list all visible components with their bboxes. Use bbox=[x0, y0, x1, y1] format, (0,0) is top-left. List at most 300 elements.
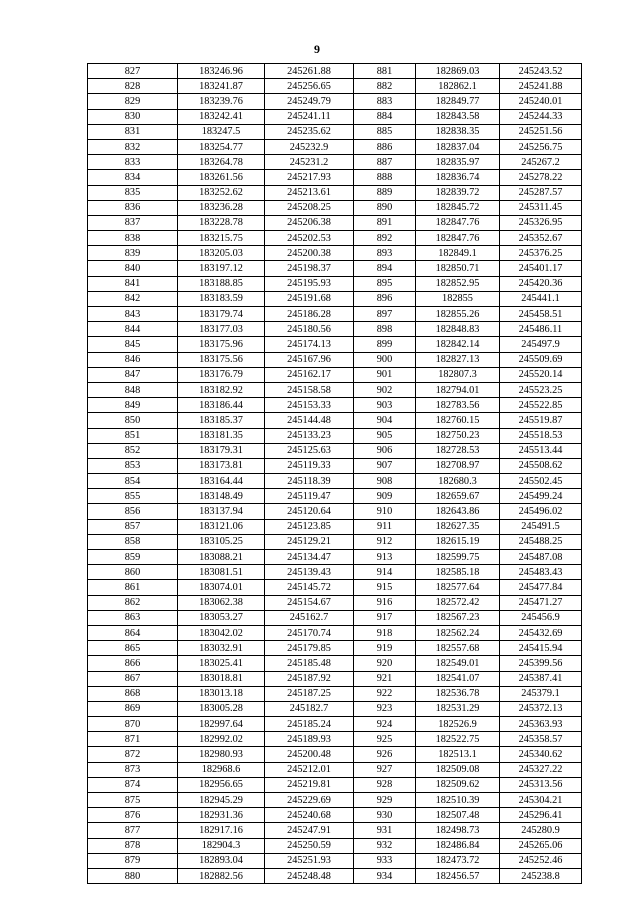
left-x-coordinate-cell: 182904.3 bbox=[178, 838, 265, 853]
right-x-coordinate-cell: 182855 bbox=[416, 291, 500, 306]
left-y-coordinate-cell: 245235.62 bbox=[265, 124, 354, 139]
right-x-coordinate-cell: 182850.71 bbox=[416, 261, 500, 276]
left-x-coordinate-cell: 183197.12 bbox=[178, 261, 265, 276]
right-y-coordinate-cell: 245241.88 bbox=[500, 79, 582, 94]
right-x-coordinate-cell: 182513.1 bbox=[416, 747, 500, 762]
left-x-coordinate-cell: 182882.56 bbox=[178, 868, 265, 883]
right-x-coordinate-cell: 182627.35 bbox=[416, 519, 500, 534]
right-x-coordinate-cell: 182839.72 bbox=[416, 185, 500, 200]
table-row bbox=[88, 671, 582, 686]
left-point-number-cell: 869 bbox=[88, 701, 178, 716]
right-x-coordinate-cell: 182473.72 bbox=[416, 853, 500, 868]
right-y-coordinate-cell: 245432.69 bbox=[500, 625, 582, 640]
right-point-number-cell: 922 bbox=[354, 686, 416, 701]
left-point-number-cell: 858 bbox=[88, 534, 178, 549]
left-point-number-cell: 847 bbox=[88, 367, 178, 382]
right-x-coordinate-cell: 182680.3 bbox=[416, 474, 500, 489]
right-x-coordinate-cell: 182509.62 bbox=[416, 777, 500, 792]
right-y-coordinate-cell: 245376.25 bbox=[500, 246, 582, 261]
left-x-coordinate-cell: 183081.51 bbox=[178, 565, 265, 580]
right-point-number-cell: 896 bbox=[354, 291, 416, 306]
left-point-number-cell: 871 bbox=[88, 732, 178, 747]
left-y-coordinate-cell: 245232.9 bbox=[265, 139, 354, 154]
right-x-coordinate-cell: 182849.77 bbox=[416, 94, 500, 109]
right-y-coordinate-cell: 245523.25 bbox=[500, 382, 582, 397]
right-point-number-cell: 931 bbox=[354, 823, 416, 838]
right-y-coordinate-cell: 245458.51 bbox=[500, 307, 582, 322]
right-point-number-cell: 905 bbox=[354, 428, 416, 443]
left-point-number-cell: 848 bbox=[88, 382, 178, 397]
page-number: 9 bbox=[314, 42, 320, 56]
left-x-coordinate-cell: 182997.64 bbox=[178, 717, 265, 732]
right-y-coordinate-cell: 245265.06 bbox=[500, 838, 582, 853]
right-point-number-cell: 883 bbox=[354, 94, 416, 109]
left-point-number-cell: 827 bbox=[88, 64, 178, 79]
left-point-number-cell: 867 bbox=[88, 671, 178, 686]
left-x-coordinate-cell: 183137.94 bbox=[178, 504, 265, 519]
table-row bbox=[88, 777, 582, 792]
left-point-number-cell: 868 bbox=[88, 686, 178, 701]
table-row bbox=[88, 352, 582, 367]
left-point-number-cell: 852 bbox=[88, 443, 178, 458]
left-x-coordinate-cell: 183242.41 bbox=[178, 109, 265, 124]
table-row bbox=[88, 610, 582, 625]
left-point-number-cell: 879 bbox=[88, 853, 178, 868]
table-row bbox=[88, 732, 582, 747]
right-point-number-cell: 927 bbox=[354, 762, 416, 777]
left-y-coordinate-cell: 245179.85 bbox=[265, 641, 354, 656]
left-x-coordinate-cell: 182945.29 bbox=[178, 793, 265, 808]
right-x-coordinate-cell: 182783.56 bbox=[416, 398, 500, 413]
right-y-coordinate-cell: 245401.17 bbox=[500, 261, 582, 276]
right-x-coordinate-cell: 182847.76 bbox=[416, 231, 500, 246]
right-point-number-cell: 893 bbox=[354, 246, 416, 261]
right-y-coordinate-cell: 245477.84 bbox=[500, 580, 582, 595]
table-row bbox=[88, 823, 582, 838]
left-point-number-cell: 872 bbox=[88, 747, 178, 762]
right-point-number-cell: 921 bbox=[354, 671, 416, 686]
left-y-coordinate-cell: 245129.21 bbox=[265, 534, 354, 549]
right-x-coordinate-cell: 182862.1 bbox=[416, 79, 500, 94]
table-row bbox=[88, 458, 582, 473]
left-y-coordinate-cell: 245249.79 bbox=[265, 94, 354, 109]
table-row bbox=[88, 534, 582, 549]
left-point-number-cell: 854 bbox=[88, 474, 178, 489]
left-x-coordinate-cell: 183239.76 bbox=[178, 94, 265, 109]
right-y-coordinate-cell: 245522.85 bbox=[500, 398, 582, 413]
left-point-number-cell: 870 bbox=[88, 717, 178, 732]
right-y-coordinate-cell: 245483.43 bbox=[500, 565, 582, 580]
left-y-coordinate-cell: 245133.23 bbox=[265, 428, 354, 443]
left-y-coordinate-cell: 245251.93 bbox=[265, 853, 354, 868]
left-point-number-cell: 861 bbox=[88, 580, 178, 595]
right-point-number-cell: 900 bbox=[354, 352, 416, 367]
right-point-number-cell: 889 bbox=[354, 185, 416, 200]
left-y-coordinate-cell: 245186.28 bbox=[265, 307, 354, 322]
left-point-number-cell: 860 bbox=[88, 565, 178, 580]
right-x-coordinate-cell: 182728.53 bbox=[416, 443, 500, 458]
right-x-coordinate-cell: 182708.97 bbox=[416, 458, 500, 473]
left-point-number-cell: 856 bbox=[88, 504, 178, 519]
table-row bbox=[88, 595, 582, 610]
table-row bbox=[88, 686, 582, 701]
left-y-coordinate-cell: 245248.48 bbox=[265, 868, 354, 883]
left-y-coordinate-cell: 245187.25 bbox=[265, 686, 354, 701]
left-y-coordinate-cell: 245200.38 bbox=[265, 246, 354, 261]
left-y-coordinate-cell: 245256.65 bbox=[265, 79, 354, 94]
left-point-number-cell: 876 bbox=[88, 808, 178, 823]
right-point-number-cell: 924 bbox=[354, 717, 416, 732]
left-y-coordinate-cell: 245185.48 bbox=[265, 656, 354, 671]
table-row bbox=[88, 337, 582, 352]
left-point-number-cell: 875 bbox=[88, 793, 178, 808]
table-row bbox=[88, 170, 582, 185]
right-y-coordinate-cell: 245487.08 bbox=[500, 550, 582, 565]
left-y-coordinate-cell: 245180.56 bbox=[265, 322, 354, 337]
right-x-coordinate-cell: 182507.48 bbox=[416, 808, 500, 823]
left-point-number-cell: 838 bbox=[88, 231, 178, 246]
left-y-coordinate-cell: 245158.58 bbox=[265, 382, 354, 397]
right-point-number-cell: 910 bbox=[354, 504, 416, 519]
left-x-coordinate-cell: 183215.75 bbox=[178, 231, 265, 246]
left-y-coordinate-cell: 245250.59 bbox=[265, 838, 354, 853]
table-row bbox=[88, 474, 582, 489]
left-x-coordinate-cell: 183254.77 bbox=[178, 139, 265, 154]
right-point-number-cell: 908 bbox=[354, 474, 416, 489]
right-point-number-cell: 928 bbox=[354, 777, 416, 792]
right-point-number-cell: 913 bbox=[354, 550, 416, 565]
right-x-coordinate-cell: 182760.15 bbox=[416, 413, 500, 428]
right-point-number-cell: 915 bbox=[354, 580, 416, 595]
left-x-coordinate-cell: 183228.78 bbox=[178, 215, 265, 230]
right-x-coordinate-cell: 182750.23 bbox=[416, 428, 500, 443]
table-row bbox=[88, 443, 582, 458]
left-y-coordinate-cell: 245153.33 bbox=[265, 398, 354, 413]
right-point-number-cell: 934 bbox=[354, 868, 416, 883]
left-x-coordinate-cell: 183247.5 bbox=[178, 124, 265, 139]
left-point-number-cell: 849 bbox=[88, 398, 178, 413]
right-x-coordinate-cell: 182845.72 bbox=[416, 200, 500, 215]
table-row bbox=[88, 231, 582, 246]
table-row bbox=[88, 656, 582, 671]
right-y-coordinate-cell: 245238.8 bbox=[500, 868, 582, 883]
left-x-coordinate-cell: 183179.31 bbox=[178, 443, 265, 458]
right-y-coordinate-cell: 245278.22 bbox=[500, 170, 582, 185]
right-y-coordinate-cell: 245520.14 bbox=[500, 367, 582, 382]
table-row bbox=[88, 64, 582, 79]
right-y-coordinate-cell: 245304.21 bbox=[500, 793, 582, 808]
right-x-coordinate-cell: 182456.57 bbox=[416, 868, 500, 883]
table-row bbox=[88, 641, 582, 656]
table-row bbox=[88, 382, 582, 397]
left-x-coordinate-cell: 182992.02 bbox=[178, 732, 265, 747]
left-point-number-cell: 873 bbox=[88, 762, 178, 777]
left-point-number-cell: 828 bbox=[88, 79, 178, 94]
right-x-coordinate-cell: 182498.73 bbox=[416, 823, 500, 838]
left-point-number-cell: 845 bbox=[88, 337, 178, 352]
left-point-number-cell: 857 bbox=[88, 519, 178, 534]
right-point-number-cell: 891 bbox=[354, 215, 416, 230]
right-y-coordinate-cell: 245502.45 bbox=[500, 474, 582, 489]
table-row bbox=[88, 79, 582, 94]
right-y-coordinate-cell: 245518.53 bbox=[500, 428, 582, 443]
left-point-number-cell: 851 bbox=[88, 428, 178, 443]
left-point-number-cell: 839 bbox=[88, 246, 178, 261]
right-point-number-cell: 932 bbox=[354, 838, 416, 853]
left-point-number-cell: 864 bbox=[88, 625, 178, 640]
table-row bbox=[88, 155, 582, 170]
left-y-coordinate-cell: 245195.93 bbox=[265, 276, 354, 291]
right-y-coordinate-cell: 245244.33 bbox=[500, 109, 582, 124]
left-x-coordinate-cell: 183186.44 bbox=[178, 398, 265, 413]
left-y-coordinate-cell: 245162.7 bbox=[265, 610, 354, 625]
table-row bbox=[88, 519, 582, 534]
right-x-coordinate-cell: 182572.42 bbox=[416, 595, 500, 610]
left-y-coordinate-cell: 245174.13 bbox=[265, 337, 354, 352]
right-y-coordinate-cell: 245296.41 bbox=[500, 808, 582, 823]
left-x-coordinate-cell: 183241.87 bbox=[178, 79, 265, 94]
left-x-coordinate-cell: 183181.35 bbox=[178, 428, 265, 443]
right-y-coordinate-cell: 245251.56 bbox=[500, 124, 582, 139]
right-y-coordinate-cell: 245363.93 bbox=[500, 717, 582, 732]
table-row bbox=[88, 701, 582, 716]
right-x-coordinate-cell: 182522.75 bbox=[416, 732, 500, 747]
left-point-number-cell: 880 bbox=[88, 868, 178, 883]
left-x-coordinate-cell: 183164.44 bbox=[178, 474, 265, 489]
right-point-number-cell: 895 bbox=[354, 276, 416, 291]
left-x-coordinate-cell: 183088.21 bbox=[178, 550, 265, 565]
left-x-coordinate-cell: 183236.28 bbox=[178, 200, 265, 215]
right-y-coordinate-cell: 245280.9 bbox=[500, 823, 582, 838]
right-point-number-cell: 885 bbox=[354, 124, 416, 139]
left-x-coordinate-cell: 183074.01 bbox=[178, 580, 265, 595]
right-y-coordinate-cell: 245379.1 bbox=[500, 686, 582, 701]
left-x-coordinate-cell: 183205.03 bbox=[178, 246, 265, 261]
right-y-coordinate-cell: 245496.02 bbox=[500, 504, 582, 519]
left-point-number-cell: 833 bbox=[88, 155, 178, 170]
right-y-coordinate-cell: 245513.44 bbox=[500, 443, 582, 458]
left-x-coordinate-cell: 183175.96 bbox=[178, 337, 265, 352]
right-x-coordinate-cell: 182557.68 bbox=[416, 641, 500, 656]
right-x-coordinate-cell: 182827.13 bbox=[416, 352, 500, 367]
right-point-number-cell: 919 bbox=[354, 641, 416, 656]
left-y-coordinate-cell: 245247.91 bbox=[265, 823, 354, 838]
left-y-coordinate-cell: 245213.61 bbox=[265, 185, 354, 200]
right-x-coordinate-cell: 182486.84 bbox=[416, 838, 500, 853]
right-x-coordinate-cell: 182847.76 bbox=[416, 215, 500, 230]
left-x-coordinate-cell: 183182.92 bbox=[178, 382, 265, 397]
left-point-number-cell: 850 bbox=[88, 413, 178, 428]
left-y-coordinate-cell: 245154.67 bbox=[265, 595, 354, 610]
left-x-coordinate-cell: 183175.56 bbox=[178, 352, 265, 367]
table-row bbox=[88, 261, 582, 276]
right-point-number-cell: 923 bbox=[354, 701, 416, 716]
left-y-coordinate-cell: 245182.7 bbox=[265, 701, 354, 716]
right-y-coordinate-cell: 245372.13 bbox=[500, 701, 582, 716]
left-point-number-cell: 841 bbox=[88, 276, 178, 291]
right-point-number-cell: 930 bbox=[354, 808, 416, 823]
right-y-coordinate-cell: 245267.2 bbox=[500, 155, 582, 170]
table-row bbox=[88, 504, 582, 519]
left-y-coordinate-cell: 245240.68 bbox=[265, 808, 354, 823]
right-y-coordinate-cell: 245420.36 bbox=[500, 276, 582, 291]
left-x-coordinate-cell: 183105.25 bbox=[178, 534, 265, 549]
left-point-number-cell: 863 bbox=[88, 610, 178, 625]
left-y-coordinate-cell: 245189.93 bbox=[265, 732, 354, 747]
left-y-coordinate-cell: 245120.64 bbox=[265, 504, 354, 519]
left-x-coordinate-cell: 183183.59 bbox=[178, 291, 265, 306]
table-row bbox=[88, 322, 582, 337]
right-point-number-cell: 897 bbox=[354, 307, 416, 322]
left-x-coordinate-cell: 182893.04 bbox=[178, 853, 265, 868]
right-point-number-cell: 886 bbox=[354, 139, 416, 154]
left-x-coordinate-cell: 182956.65 bbox=[178, 777, 265, 792]
right-x-coordinate-cell: 182536.78 bbox=[416, 686, 500, 701]
left-x-coordinate-cell: 183042.02 bbox=[178, 625, 265, 640]
left-y-coordinate-cell: 245118.39 bbox=[265, 474, 354, 489]
left-y-coordinate-cell: 245119.33 bbox=[265, 458, 354, 473]
right-point-number-cell: 918 bbox=[354, 625, 416, 640]
table-row bbox=[88, 398, 582, 413]
left-point-number-cell: 836 bbox=[88, 200, 178, 215]
table-row bbox=[88, 489, 582, 504]
table-row bbox=[88, 550, 582, 565]
left-x-coordinate-cell: 183053.27 bbox=[178, 610, 265, 625]
left-y-coordinate-cell: 245123.85 bbox=[265, 519, 354, 534]
left-point-number-cell: 831 bbox=[88, 124, 178, 139]
right-point-number-cell: 901 bbox=[354, 367, 416, 382]
right-y-coordinate-cell: 245387.41 bbox=[500, 671, 582, 686]
left-x-coordinate-cell: 183179.74 bbox=[178, 307, 265, 322]
right-point-number-cell: 912 bbox=[354, 534, 416, 549]
right-y-coordinate-cell: 245256.75 bbox=[500, 139, 582, 154]
right-y-coordinate-cell: 245358.57 bbox=[500, 732, 582, 747]
table-row bbox=[88, 838, 582, 853]
left-y-coordinate-cell: 245170.74 bbox=[265, 625, 354, 640]
left-x-coordinate-cell: 183252.62 bbox=[178, 185, 265, 200]
left-point-number-cell: 840 bbox=[88, 261, 178, 276]
right-point-number-cell: 925 bbox=[354, 732, 416, 747]
right-y-coordinate-cell: 245240.01 bbox=[500, 94, 582, 109]
left-y-coordinate-cell: 245145.72 bbox=[265, 580, 354, 595]
left-point-number-cell: 877 bbox=[88, 823, 178, 838]
left-y-coordinate-cell: 245231.2 bbox=[265, 155, 354, 170]
left-point-number-cell: 855 bbox=[88, 489, 178, 504]
right-point-number-cell: 916 bbox=[354, 595, 416, 610]
left-point-number-cell: 878 bbox=[88, 838, 178, 853]
left-y-coordinate-cell: 245119.47 bbox=[265, 489, 354, 504]
right-y-coordinate-cell: 245508.62 bbox=[500, 458, 582, 473]
table-row bbox=[88, 185, 582, 200]
right-y-coordinate-cell: 245313.56 bbox=[500, 777, 582, 792]
left-y-coordinate-cell: 245261.88 bbox=[265, 64, 354, 79]
right-x-coordinate-cell: 182643.86 bbox=[416, 504, 500, 519]
left-y-coordinate-cell: 245187.92 bbox=[265, 671, 354, 686]
table-row bbox=[88, 124, 582, 139]
left-x-coordinate-cell: 183148.49 bbox=[178, 489, 265, 504]
left-y-coordinate-cell: 245139.43 bbox=[265, 565, 354, 580]
table-row bbox=[88, 747, 582, 762]
right-y-coordinate-cell: 245486.11 bbox=[500, 322, 582, 337]
left-point-number-cell: 832 bbox=[88, 139, 178, 154]
table-row bbox=[88, 413, 582, 428]
table-row bbox=[88, 428, 582, 443]
right-x-coordinate-cell: 182577.64 bbox=[416, 580, 500, 595]
table-row bbox=[88, 109, 582, 124]
right-y-coordinate-cell: 245471.27 bbox=[500, 595, 582, 610]
right-y-coordinate-cell: 245340.62 bbox=[500, 747, 582, 762]
right-x-coordinate-cell: 182567.23 bbox=[416, 610, 500, 625]
table-row bbox=[88, 215, 582, 230]
left-y-coordinate-cell: 245144.48 bbox=[265, 413, 354, 428]
left-x-coordinate-cell: 183246.96 bbox=[178, 64, 265, 79]
right-x-coordinate-cell: 182509.08 bbox=[416, 762, 500, 777]
left-point-number-cell: 859 bbox=[88, 550, 178, 565]
left-y-coordinate-cell: 245229.69 bbox=[265, 793, 354, 808]
table-row bbox=[88, 625, 582, 640]
table-row bbox=[88, 246, 582, 261]
left-y-coordinate-cell: 245134.47 bbox=[265, 550, 354, 565]
left-point-number-cell: 842 bbox=[88, 291, 178, 306]
left-x-coordinate-cell: 183188.85 bbox=[178, 276, 265, 291]
right-y-coordinate-cell: 245497.9 bbox=[500, 337, 582, 352]
left-x-coordinate-cell: 183121.06 bbox=[178, 519, 265, 534]
left-x-coordinate-cell: 183177.03 bbox=[178, 322, 265, 337]
left-x-coordinate-cell: 183173.81 bbox=[178, 458, 265, 473]
right-x-coordinate-cell: 182541.07 bbox=[416, 671, 500, 686]
right-x-coordinate-cell: 182807.3 bbox=[416, 367, 500, 382]
left-y-coordinate-cell: 245212.01 bbox=[265, 762, 354, 777]
right-point-number-cell: 903 bbox=[354, 398, 416, 413]
table-row bbox=[88, 94, 582, 109]
left-point-number-cell: 834 bbox=[88, 170, 178, 185]
left-x-coordinate-cell: 183005.28 bbox=[178, 701, 265, 716]
right-y-coordinate-cell: 245491.5 bbox=[500, 519, 582, 534]
left-y-coordinate-cell: 245200.48 bbox=[265, 747, 354, 762]
right-y-coordinate-cell: 245243.52 bbox=[500, 64, 582, 79]
table-row bbox=[88, 853, 582, 868]
table-row bbox=[88, 717, 582, 732]
table-row bbox=[88, 276, 582, 291]
right-point-number-cell: 898 bbox=[354, 322, 416, 337]
left-point-number-cell: 862 bbox=[88, 595, 178, 610]
left-point-number-cell: 835 bbox=[88, 185, 178, 200]
left-y-coordinate-cell: 245125.63 bbox=[265, 443, 354, 458]
right-y-coordinate-cell: 245519.87 bbox=[500, 413, 582, 428]
right-x-coordinate-cell: 182526.9 bbox=[416, 717, 500, 732]
right-point-number-cell: 929 bbox=[354, 793, 416, 808]
left-x-coordinate-cell: 182968.6 bbox=[178, 762, 265, 777]
right-point-number-cell: 914 bbox=[354, 565, 416, 580]
right-point-number-cell: 884 bbox=[354, 109, 416, 124]
left-x-coordinate-cell: 182980.93 bbox=[178, 747, 265, 762]
left-point-number-cell: 874 bbox=[88, 777, 178, 792]
right-x-coordinate-cell: 182794.01 bbox=[416, 382, 500, 397]
right-x-coordinate-cell: 182615.19 bbox=[416, 534, 500, 549]
left-point-number-cell: 866 bbox=[88, 656, 178, 671]
right-y-coordinate-cell: 245327.22 bbox=[500, 762, 582, 777]
right-x-coordinate-cell: 182843.58 bbox=[416, 109, 500, 124]
right-y-coordinate-cell: 245287.57 bbox=[500, 185, 582, 200]
left-x-coordinate-cell: 183264.78 bbox=[178, 155, 265, 170]
right-x-coordinate-cell: 182599.75 bbox=[416, 550, 500, 565]
left-y-coordinate-cell: 245219.81 bbox=[265, 777, 354, 792]
left-y-coordinate-cell: 245208.25 bbox=[265, 200, 354, 215]
right-x-coordinate-cell: 182585.18 bbox=[416, 565, 500, 580]
left-x-coordinate-cell: 183185.37 bbox=[178, 413, 265, 428]
right-point-number-cell: 892 bbox=[354, 231, 416, 246]
right-y-coordinate-cell: 245509.69 bbox=[500, 352, 582, 367]
